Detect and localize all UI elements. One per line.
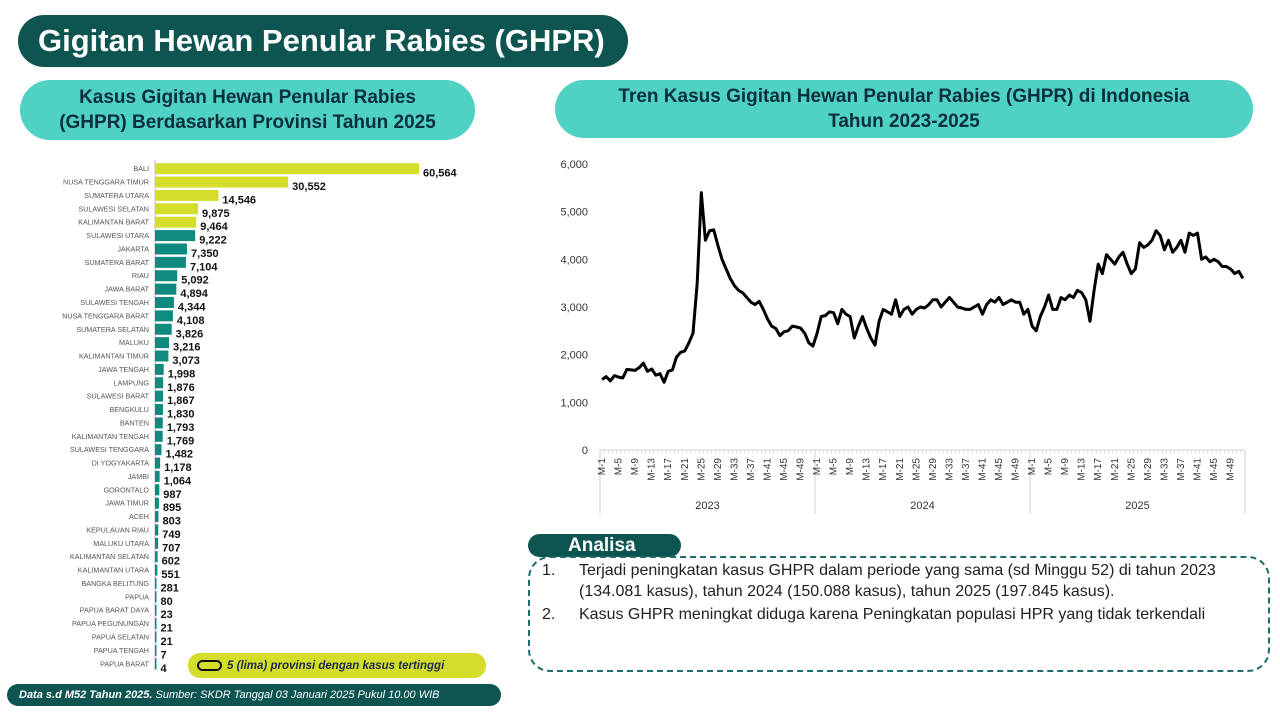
week-tick-label: M-1 <box>597 458 609 476</box>
bar-category-label: NUSA TENGGARA BARAT <box>62 311 149 321</box>
bar-category-label: SULAWESI SELATAN <box>78 204 149 214</box>
week-tick-label: M-9 <box>845 458 857 476</box>
line-chart-title-line2: Tahun 2023-2025 <box>828 111 980 132</box>
bar <box>155 578 157 589</box>
bar-value-label: 5,092 <box>181 274 209 287</box>
week-tick-label: M-45 <box>1208 458 1220 481</box>
week-tick-label: M-41 <box>977 458 989 481</box>
bar-category-label: JAWA TIMUR <box>105 498 149 508</box>
week-tick-label: M-29 <box>1142 458 1154 481</box>
line-chart-title-line1: Tren Kasus Gigitan Hewan Penular Rabies (GHPR) di Indonesia <box>618 86 1190 107</box>
bar <box>155 444 161 455</box>
week-tick-label: M-37 <box>960 458 972 481</box>
week-tick-label: M-1 <box>812 458 824 476</box>
bar-category-label: JAWA BARAT <box>104 284 149 294</box>
bar <box>155 391 163 402</box>
week-tick-label: M-13 <box>1076 458 1088 481</box>
week-tick-label: M-41 <box>1192 458 1204 481</box>
week-tick-label: M-49 <box>795 458 807 481</box>
bar-category-label: BALI <box>133 164 149 174</box>
bar-category-label: ACEH <box>129 512 149 522</box>
bar <box>155 538 158 549</box>
y-tick-label: 1,000 <box>560 397 588 410</box>
bar-category-label: KEPULAUAN RIAU <box>86 525 149 535</box>
bar-value-label: 3,216 <box>173 341 201 354</box>
analysis-item-text: Kasus GHPR meningkat diduga karena Peningkatan populasi HPR yang tidak terkendali <box>579 606 1206 623</box>
legend-label: 5 (lima) provinsi dengan kasus tertinggi <box>227 659 445 672</box>
bar-value-label: 4,894 <box>180 288 208 301</box>
bar-chart-title <box>20 80 475 140</box>
bar-value-label: 707 <box>162 542 181 555</box>
bar-value-label: 602 <box>161 555 180 568</box>
week-tick-label: M-17 <box>878 458 890 481</box>
bar-value-label: 1,064 <box>163 475 192 488</box>
bar-category-label: SULAWESI TENGGARA <box>69 445 149 455</box>
bar <box>155 484 159 495</box>
bar-value-label: 3,826 <box>175 328 204 341</box>
bar <box>155 524 158 535</box>
analysis-list <box>542 560 1254 627</box>
source-note <box>7 684 501 706</box>
bar-value-label: 7 <box>160 649 167 662</box>
bar <box>155 618 157 629</box>
week-tick-label: M-9 <box>1060 458 1072 476</box>
bar-value-label: 9,875 <box>202 207 230 220</box>
bar <box>155 658 157 669</box>
y-tick-label: 2,000 <box>560 349 588 362</box>
week-tick-label: M-21 <box>1109 458 1121 481</box>
bar-category-label: SUMATERA SELATAN <box>76 324 149 334</box>
bar <box>155 337 169 348</box>
bar-value-label: 9,464 <box>200 221 228 234</box>
week-tick-label: M-33 <box>944 458 956 481</box>
bar-category-label: KALIMANTAN UTARA <box>77 565 149 575</box>
bar <box>155 471 160 482</box>
bar-value-label: 4,108 <box>176 314 205 327</box>
week-tick-label: M-45 <box>993 458 1005 481</box>
bar <box>155 310 173 321</box>
bar-category-label: BANTEN <box>119 418 149 428</box>
bar-category-label: NUSA TENGGARA TIMUR <box>63 177 149 187</box>
bar <box>155 645 157 656</box>
y-tick-label: 0 <box>581 445 588 457</box>
bar-category-label: PAPUA SELATAN <box>91 632 149 642</box>
analysis-item-text: Terjadi peningkatan kasus GHPR dalam periode yang sama (sd Minggu 52) di tahun 2023 (134.081 kasus), tahun 2024 (150.088 kasus), tahun 2025 (197.845 kasus). <box>579 562 1216 600</box>
line-chart-title <box>555 80 1253 138</box>
analysis-item <box>542 604 1254 625</box>
year-group-label: 2025 <box>1125 500 1150 512</box>
bar-value-label: 1,876 <box>167 381 195 394</box>
bar <box>155 551 158 562</box>
trend-series-line <box>602 193 1243 383</box>
bar-chart-title-line2: (GHPR) Berdasarkan Provinsi Tahun 2025 <box>59 112 436 133</box>
bar-category-label: KALIMANTAN BARAT <box>78 217 149 227</box>
bar-category-label: MALUKU UTARA <box>93 538 149 548</box>
bar-value-label: 7,350 <box>191 247 219 260</box>
year-group-label: 2024 <box>910 500 935 512</box>
legend-swatch <box>197 660 222 671</box>
bar <box>155 177 288 188</box>
top5-legend <box>188 653 486 678</box>
bar-category-label: KALIMANTAN TIMUR <box>78 351 149 361</box>
bar <box>155 591 157 602</box>
bar-category-label: GORONTALO <box>103 485 149 495</box>
week-tick-label: M-5 <box>613 458 625 476</box>
bar-category-label: LAMPUNG <box>113 378 149 388</box>
bar <box>155 270 177 281</box>
bar-category-label: JAWA TENGAH <box>98 364 149 374</box>
week-tick-label: M-33 <box>1159 458 1171 481</box>
bar-category-label: KALIMANTAN TENGAH <box>71 431 149 441</box>
bar-value-label: 803 <box>162 515 181 528</box>
week-tick-label: M-25 <box>911 458 923 481</box>
y-tick-label: 4,000 <box>560 254 588 267</box>
week-tick-label: M-29 <box>927 458 939 481</box>
week-tick-label: M-1 <box>1027 458 1039 476</box>
y-tick-label: 3,000 <box>560 302 588 314</box>
trend-line-chart <box>545 150 1265 520</box>
week-tick-label: M-25 <box>1126 458 1138 481</box>
week-tick-label: M-17 <box>1093 458 1105 481</box>
bar-value-label: 21 <box>160 622 173 635</box>
bar-value-label: 551 <box>161 569 180 582</box>
bar-value-label: 14,546 <box>222 194 257 207</box>
y-tick-label: 5,000 <box>560 206 588 219</box>
bar <box>155 217 196 228</box>
analysis-label: Analisa <box>528 534 681 557</box>
bar-value-label: 4,344 <box>177 301 206 314</box>
week-tick-label: M-41 <box>762 458 774 481</box>
week-tick-label: M-17 <box>663 458 675 481</box>
bar-category-label: PAPUA TENGAH <box>93 645 149 655</box>
bar-category-label: RIAU <box>131 271 149 281</box>
bar-value-label: 4 <box>160 662 167 675</box>
bar-value-label: 21 <box>160 635 173 648</box>
analysis-item-number: 1. <box>542 562 556 579</box>
bar-value-label: 7,104 <box>189 261 218 274</box>
bar <box>155 364 164 375</box>
bar-category-label: PAPUA PEGUNUNGAN <box>72 619 149 629</box>
bar <box>155 351 168 362</box>
week-tick-label: M-49 <box>1225 458 1237 481</box>
week-tick-label: M-45 <box>778 458 790 481</box>
bar <box>155 203 198 214</box>
bar <box>155 511 159 522</box>
bar <box>155 324 172 335</box>
bar-category-label: SUMATERA BARAT <box>84 257 149 267</box>
analysis-item <box>542 560 1254 602</box>
bar-value-label: 987 <box>163 488 182 501</box>
bar-value-label: 1,867 <box>167 395 195 408</box>
bar <box>155 230 195 241</box>
bar-category-label: SULAWESI UTARA <box>86 231 149 241</box>
bar <box>155 404 163 415</box>
bar-value-label: 1,769 <box>166 435 195 448</box>
bar <box>155 243 187 254</box>
bar-category-label: BENGKULU <box>109 405 149 415</box>
week-tick-label: M-29 <box>712 458 724 481</box>
bar <box>155 163 419 174</box>
bar <box>155 458 160 469</box>
bar-value-label: 3,073 <box>172 355 200 368</box>
week-tick-label: M-5 <box>828 458 840 476</box>
page-title: Gigitan Hewan Penular Rabies (GHPR) <box>18 15 628 67</box>
bar-category-label: PAPUA BARAT DAYA <box>79 605 149 615</box>
bar-value-label: 23 <box>160 609 173 622</box>
bar-value-label: 80 <box>160 595 173 608</box>
bar-value-label: 9,222 <box>199 234 227 247</box>
bar-category-label: DI YOGYAKARTA <box>91 458 149 468</box>
bar-category-label: PAPUA <box>125 592 149 602</box>
week-tick-label: M-37 <box>1175 458 1187 481</box>
bar <box>155 431 163 442</box>
y-tick-label: 6,000 <box>560 159 588 171</box>
week-tick-label: M-33 <box>729 458 741 481</box>
week-tick-label: M-37 <box>745 458 757 481</box>
bar-category-label: SULAWESI TENGAH <box>80 297 149 307</box>
week-tick-label: M-13 <box>861 458 873 481</box>
bar <box>155 377 163 388</box>
bar-chart-title-line1: Kasus Gigitan Hewan Penular Rabies <box>79 87 416 108</box>
source-rest: Sumber: SKDR Tanggal 03 Januari 2025 Pukul 10.00 WIB <box>152 689 440 701</box>
bar-value-label: 60,564 <box>423 167 457 180</box>
bar <box>155 605 157 616</box>
bar <box>155 565 157 576</box>
bar <box>155 297 174 308</box>
week-tick-label: M-13 <box>646 458 658 481</box>
bar <box>155 257 186 268</box>
province-bar-chart <box>0 150 500 680</box>
bar-value-label: 281 <box>160 582 179 595</box>
week-tick-label: M-9 <box>630 458 642 476</box>
year-group-label: 2023 <box>695 500 720 512</box>
bar-value-label: 895 <box>162 502 182 515</box>
week-tick-label: M-5 <box>1043 458 1055 476</box>
bar <box>155 284 176 295</box>
bar-value-label: 1,482 <box>165 448 193 461</box>
week-tick-label: M-25 <box>696 458 708 481</box>
bar-category-label: BANGKA BELITUNG <box>81 578 149 588</box>
bar-category-label: MALUKU <box>119 338 149 348</box>
bar <box>155 190 218 201</box>
bar-category-label: JAMBI <box>127 471 149 481</box>
bar-category-label: JAKARTA <box>117 244 149 254</box>
source-bold: Data s.d M52 Tahun 2025. <box>19 689 153 701</box>
week-tick-label: M-21 <box>679 458 691 481</box>
bar <box>155 498 159 509</box>
bar-value-label: 1,793 <box>166 421 195 434</box>
bar-category-label: SUMATERA UTARA <box>84 190 149 200</box>
bar-value-label: 30,552 <box>292 181 326 194</box>
bar-value-label: 1,830 <box>166 408 195 421</box>
bar-category-label: KALIMANTAN SELATAN <box>69 552 149 562</box>
bar-category-label: SULAWESI BARAT <box>86 391 149 401</box>
analysis-item-number: 2. <box>542 606 556 623</box>
bar <box>155 417 163 428</box>
bar-category-label: PAPUA BARAT <box>100 659 149 669</box>
bar-value-label: 1,998 <box>167 368 196 381</box>
bar <box>155 631 157 642</box>
week-tick-label: M-21 <box>894 458 906 481</box>
week-tick-label: M-49 <box>1010 458 1022 481</box>
bar-value-label: 749 <box>162 528 181 541</box>
bar-value-label: 1,178 <box>164 462 192 475</box>
